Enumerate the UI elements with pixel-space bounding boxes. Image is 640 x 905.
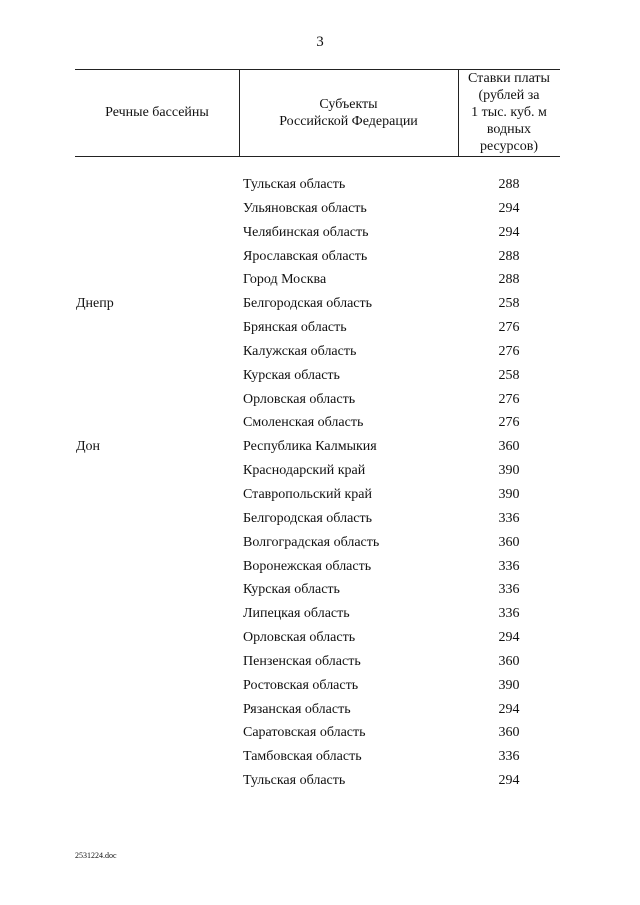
row-rate: 294 — [498, 200, 520, 216]
table-row — [0, 578, 640, 602]
header-basin — [75, 69, 239, 156]
row-rate: 258 — [498, 296, 520, 312]
row-subject: Тамбовская область — [243, 749, 362, 765]
table-row — [0, 721, 640, 745]
row-rate: 336 — [498, 749, 520, 765]
row-rate: 276 — [498, 343, 520, 359]
row-rate: 276 — [498, 320, 520, 336]
row-rate: 360 — [498, 439, 520, 455]
row-subject: Волгоградская область — [243, 534, 380, 550]
row-subject: Челябинская область — [243, 224, 369, 240]
header-rate-line1: Ставки платы — [468, 71, 550, 86]
table-row — [0, 698, 640, 722]
row-subject: Ульяновская область — [243, 200, 367, 216]
row-rate: 360 — [498, 534, 520, 550]
table-row — [0, 292, 640, 316]
row-subject: Смоленская область — [243, 415, 364, 431]
header-subject-line1: Субъекты — [319, 96, 378, 112]
table-row — [0, 531, 640, 555]
header-rate-line4: водных — [486, 122, 532, 137]
row-rate: 276 — [498, 391, 520, 407]
row-rate: 360 — [498, 725, 520, 741]
table-row — [0, 555, 640, 579]
table-row — [0, 435, 640, 459]
table-row — [0, 650, 640, 674]
row-rate: 336 — [498, 510, 520, 526]
row-rate: 390 — [498, 486, 520, 502]
table-row — [0, 769, 640, 793]
header-subject-line2: Российской Федерации — [279, 113, 418, 129]
table-row — [0, 507, 640, 531]
table-body — [0, 173, 640, 793]
table-row — [0, 411, 640, 435]
row-rate: 390 — [498, 677, 520, 693]
row-rate: 294 — [498, 701, 520, 717]
table-row — [0, 745, 640, 769]
header-bottom-rule — [75, 156, 560, 157]
table-row — [0, 602, 640, 626]
header-subject — [239, 69, 458, 156]
row-basin: Днепр — [76, 296, 114, 312]
row-rate: 288 — [498, 177, 520, 192]
row-subject: Белгородская область — [243, 296, 373, 312]
row-rate: 276 — [498, 415, 520, 431]
row-subject: Липецкая область — [243, 606, 350, 622]
row-subject: Краснодарский край — [243, 463, 366, 479]
row-subject: Тульская область — [243, 177, 346, 192]
table-row — [0, 245, 640, 269]
header-rate-line5: ресурсов) — [479, 139, 539, 154]
row-subject: Курская область — [243, 367, 340, 383]
row-rate: 288 — [498, 272, 520, 288]
table-row — [0, 459, 640, 483]
row-subject: Брянская область — [243, 320, 347, 336]
row-rate: 294 — [498, 224, 520, 240]
row-rate: 294 — [498, 630, 520, 646]
row-subject: Город Москва — [243, 272, 327, 288]
row-rate: 336 — [498, 606, 520, 622]
row-subject: Орловская область — [243, 630, 356, 646]
header-basin-label: Речные бассейны — [105, 105, 209, 120]
row-subject: Ростовская область — [243, 677, 359, 693]
table-row — [0, 268, 640, 292]
header-rate-line3: 1 тыс. куб. м — [471, 105, 547, 120]
table-row — [0, 221, 640, 245]
row-rate: 258 — [498, 367, 520, 383]
table-row — [0, 388, 640, 412]
table-row — [0, 340, 640, 364]
table-row — [0, 197, 640, 221]
row-rate: 336 — [498, 558, 520, 574]
row-rate: 390 — [498, 463, 520, 479]
row-subject: Калужская область — [243, 343, 357, 359]
row-subject: Ярославская область — [243, 248, 368, 264]
table-row — [0, 173, 640, 197]
row-rate: 336 — [498, 582, 520, 598]
row-subject: Рязанская область — [243, 701, 351, 717]
table-row — [0, 483, 640, 507]
row-subject: Белгородская область — [243, 510, 373, 526]
header-rate-line2: (рублей за — [478, 88, 540, 103]
table-row — [0, 626, 640, 650]
table-row — [0, 674, 640, 698]
row-basin: Дон — [76, 439, 101, 455]
row-rate: 294 — [498, 773, 520, 789]
row-rate: 288 — [498, 248, 520, 264]
row-subject: Ставропольский край — [243, 486, 372, 502]
page-number: 3 — [316, 34, 324, 50]
row-subject: Воронежская область — [243, 558, 372, 574]
row-subject: Тульская область — [243, 773, 346, 789]
header-rate — [458, 69, 560, 156]
row-subject: Пензенская область — [243, 653, 361, 669]
row-rate: 360 — [498, 653, 520, 669]
footer-filename: 2531224.doc — [75, 851, 117, 860]
table-row — [0, 316, 640, 340]
row-subject: Саратовская область — [243, 725, 366, 741]
row-subject: Республика Калмыкия — [243, 439, 377, 455]
row-subject: Орловская область — [243, 391, 356, 407]
table-row — [0, 364, 640, 388]
row-subject: Курская область — [243, 582, 340, 598]
